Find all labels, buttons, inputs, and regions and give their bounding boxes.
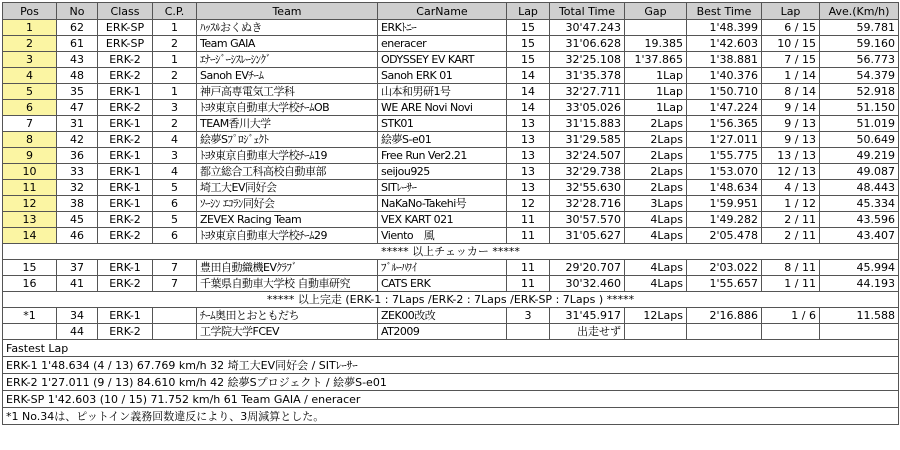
team-cell: ｿｰｼﾝ ｴｺﾗﾝ同好会 (197, 196, 378, 212)
car-name-cell: Free Run Ver2.21 (378, 148, 507, 164)
gap-cell: 2Laps (625, 180, 687, 196)
team-cell: ﾄﾖﾀ東京自動車大学校ﾁｰﾑ29 (197, 228, 378, 244)
best-time-cell: 1'38.881 (687, 52, 762, 68)
car-number-cell: 43 (57, 52, 98, 68)
best-lap-cell: 8 / 14 (762, 84, 820, 100)
fastest-lap-line-row (3, 391, 899, 408)
table-row (3, 276, 899, 292)
table-row (3, 212, 899, 228)
car-name-cell: ﾌﾞﾙｰﾊﾜｲ (378, 260, 507, 276)
class-cell: ERK-2 (98, 324, 153, 340)
lap-count-cell: 14 (507, 84, 550, 100)
best-time-cell: 1'55.657 (687, 276, 762, 292)
car-number-cell: 33 (57, 164, 98, 180)
total-time-cell: 出走せず (550, 324, 625, 340)
total-time-cell: 30'47.243 (550, 20, 625, 36)
best-lap-cell: 8 / 11 (762, 260, 820, 276)
car-number-cell: 41 (57, 276, 98, 292)
average-speed-cell: 45.334 (820, 196, 899, 212)
team-cell: 工学院大学FCEV (197, 324, 378, 340)
car-number-cell: 36 (57, 148, 98, 164)
car-name-cell: CATS ERK (378, 276, 507, 292)
lap-count-cell: 14 (507, 68, 550, 84)
table-header-row (3, 3, 899, 20)
average-speed-cell: 43.407 (820, 228, 899, 244)
column-header: Lap (507, 3, 550, 20)
best-lap-cell: 9 / 14 (762, 100, 820, 116)
best-time-cell: 1'59.951 (687, 196, 762, 212)
fastest-lap-title-row (3, 340, 899, 357)
lap-count-cell (507, 324, 550, 340)
team-cell: 埼工大EV同好会 (197, 180, 378, 196)
average-speed-cell: 52.918 (820, 84, 899, 100)
table-row (3, 164, 899, 180)
class-position-cell: 6 (153, 228, 197, 244)
total-time-cell: 31'29.585 (550, 132, 625, 148)
class-cell: ERK-2 (98, 100, 153, 116)
average-speed-cell: 49.087 (820, 164, 899, 180)
gap-cell: 19.385 (625, 36, 687, 52)
gap-cell: 4Laps (625, 228, 687, 244)
car-name-cell: VEX KART 021 (378, 212, 507, 228)
car-name-cell: Sanoh ERK 01 (378, 68, 507, 84)
class-position-cell: 4 (153, 164, 197, 180)
best-lap-cell: 1 / 11 (762, 276, 820, 292)
average-speed-cell: 54.379 (820, 68, 899, 84)
car-number-cell: 42 (57, 132, 98, 148)
best-time-cell: 1'49.282 (687, 212, 762, 228)
car-number-cell: 48 (57, 68, 98, 84)
class-position-cell: 2 (153, 116, 197, 132)
total-time-cell: 32'24.507 (550, 148, 625, 164)
best-time-cell: 1'56.365 (687, 116, 762, 132)
average-speed-cell: 51.150 (820, 100, 899, 116)
average-speed-cell: 59.160 (820, 36, 899, 52)
table-row (3, 180, 899, 196)
class-position-cell: 6 (153, 196, 197, 212)
best-time-cell: 2'16.886 (687, 308, 762, 324)
best-lap-cell: 4 / 13 (762, 180, 820, 196)
total-time-cell: 30'32.460 (550, 276, 625, 292)
lap-count-cell: 13 (507, 148, 550, 164)
best-lap-cell: 1 / 6 (762, 308, 820, 324)
car-name-cell: WE ARE Novi Novi (378, 100, 507, 116)
total-time-cell: 33'05.026 (550, 100, 625, 116)
fastest-lap-line-row (3, 357, 899, 374)
class-cell: ERK-1 (98, 180, 153, 196)
class-position-cell: 2 (153, 36, 197, 52)
class-cell: ERK-2 (98, 228, 153, 244)
table-row (3, 196, 899, 212)
total-time-cell: 32'29.738 (550, 164, 625, 180)
average-speed-cell: 56.773 (820, 52, 899, 68)
class-position-cell: 2 (153, 68, 197, 84)
class-cell: ERK-2 (98, 276, 153, 292)
class-cell: ERK-1 (98, 196, 153, 212)
team-cell: 絵夢Sﾌﾟﾛｼﾞｪｸﾄ (197, 132, 378, 148)
car-name-cell: AT2009 (378, 324, 507, 340)
total-time-cell: 29'20.707 (550, 260, 625, 276)
team-cell: Sanoh EVﾁｰﾑ (197, 68, 378, 84)
car-name-cell: ODYSSEY EV KART (378, 52, 507, 68)
car-number-cell: 35 (57, 84, 98, 100)
class-cell: ERK-SP (98, 36, 153, 52)
lap-count-cell: 11 (507, 260, 550, 276)
position-cell: 6 (3, 100, 57, 116)
total-time-cell: 31'05.627 (550, 228, 625, 244)
car-number-cell: 34 (57, 308, 98, 324)
average-speed-cell: 51.019 (820, 116, 899, 132)
best-time-cell: 2'05.478 (687, 228, 762, 244)
total-time-cell: 30'57.570 (550, 212, 625, 228)
lap-count-cell: 11 (507, 212, 550, 228)
gap-cell: 1Lap (625, 84, 687, 100)
best-time-cell: 1'53.070 (687, 164, 762, 180)
lap-count-cell: 13 (507, 180, 550, 196)
best-lap-cell: 2 / 11 (762, 228, 820, 244)
lap-count-cell: 3 (507, 308, 550, 324)
class-position-cell: 1 (153, 84, 197, 100)
car-name-cell: ERKﾄﾆｰ (378, 20, 507, 36)
lap-count-cell: 11 (507, 276, 550, 292)
class-position-cell: 7 (153, 276, 197, 292)
car-number-cell: 44 (57, 324, 98, 340)
best-lap-cell: 13 / 13 (762, 148, 820, 164)
class-position-cell: 1 (153, 52, 197, 68)
gap-cell: 1Lap (625, 68, 687, 84)
car-name-cell: NaKaNo-Takehi号 (378, 196, 507, 212)
team-cell: ﾄﾖﾀ東京自動車大学校ﾁｰﾑ19 (197, 148, 378, 164)
lap-count-cell: 13 (507, 164, 550, 180)
lap-count-cell: 15 (507, 20, 550, 36)
class-cell: ERK-2 (98, 52, 153, 68)
average-speed-cell (820, 324, 899, 340)
best-lap-cell: 6 / 15 (762, 20, 820, 36)
car-name-cell: 絵夢S-e01 (378, 132, 507, 148)
class-position-cell (153, 308, 197, 324)
table-row (3, 132, 899, 148)
table-row (3, 20, 899, 36)
best-time-cell: 1'48.634 (687, 180, 762, 196)
average-speed-cell: 50.649 (820, 132, 899, 148)
class-cell: ERK-1 (98, 84, 153, 100)
lap-count-cell: 15 (507, 36, 550, 52)
column-header: Total Time (550, 3, 625, 20)
team-cell: 都立総合工科高校自動車部 (197, 164, 378, 180)
best-lap-cell: 1 / 14 (762, 68, 820, 84)
position-cell: 1 (3, 20, 57, 36)
best-lap-cell: 1 / 12 (762, 196, 820, 212)
table-row (3, 116, 899, 132)
class-cell: ERK-2 (98, 212, 153, 228)
car-number-cell: 37 (57, 260, 98, 276)
car-name-cell: SITﾚｰｻｰ (378, 180, 507, 196)
best-time-cell (687, 324, 762, 340)
average-speed-cell: 59.781 (820, 20, 899, 36)
gap-cell (625, 324, 687, 340)
average-speed-cell: 44.193 (820, 276, 899, 292)
team-cell: 神戸高専電気工学科 (197, 84, 378, 100)
car-number-cell: 32 (57, 180, 98, 196)
class-cell: ERK-2 (98, 132, 153, 148)
checker-label: ***** 以上チェッカー ***** (3, 244, 899, 260)
car-name-cell: STK01 (378, 116, 507, 132)
average-speed-cell: 11.588 (820, 308, 899, 324)
team-cell: 豊田自動織機EVｸﾗﾌﾞ (197, 260, 378, 276)
average-speed-cell: 48.443 (820, 180, 899, 196)
position-cell: 11 (3, 180, 57, 196)
position-cell: 4 (3, 68, 57, 84)
car-number-cell: 47 (57, 100, 98, 116)
class-cell: ERK-1 (98, 164, 153, 180)
position-cell: 10 (3, 164, 57, 180)
best-lap-cell: 9 / 13 (762, 132, 820, 148)
class-position-cell: 4 (153, 132, 197, 148)
class-cell: ERK-SP (98, 20, 153, 36)
position-cell: 7 (3, 116, 57, 132)
best-time-cell: 1'42.603 (687, 36, 762, 52)
best-lap-cell: 2 / 11 (762, 212, 820, 228)
fastest-lap-line-row (3, 374, 899, 391)
class-position-cell (153, 324, 197, 340)
column-header: Lap (762, 3, 820, 20)
gap-cell: 1Lap (625, 100, 687, 116)
average-speed-cell: 45.994 (820, 260, 899, 276)
table-row (3, 36, 899, 52)
gap-cell: 4Laps (625, 212, 687, 228)
total-time-cell: 32'55.630 (550, 180, 625, 196)
results-table (2, 2, 899, 425)
gap-cell: 4Laps (625, 260, 687, 276)
column-header: Class (98, 3, 153, 20)
lap-count-cell: 13 (507, 116, 550, 132)
column-header: Gap (625, 3, 687, 20)
table-row (3, 324, 899, 340)
position-cell: 15 (3, 260, 57, 276)
position-cell: 9 (3, 148, 57, 164)
car-number-cell: 31 (57, 116, 98, 132)
class-cell: ERK-1 (98, 148, 153, 164)
car-name-cell: ZEK00改改 (378, 308, 507, 324)
gap-cell: 3Laps (625, 196, 687, 212)
lap-count-cell: 12 (507, 196, 550, 212)
position-cell: 5 (3, 84, 57, 100)
gap-cell: 12Laps (625, 308, 687, 324)
gap-cell: 2Laps (625, 116, 687, 132)
column-header: Best Time (687, 3, 762, 20)
team-cell: TEAM香川大学 (197, 116, 378, 132)
lap-count-cell: 14 (507, 100, 550, 116)
class-cell: ERK-1 (98, 308, 153, 324)
table-row (3, 68, 899, 84)
gap-cell (625, 20, 687, 36)
best-time-cell: 1'40.376 (687, 68, 762, 84)
team-cell: ﾁｰﾑ奥田とおともだち (197, 308, 378, 324)
class-cell: ERK-1 (98, 116, 153, 132)
column-header: C.P. (153, 3, 197, 20)
average-speed-cell: 43.596 (820, 212, 899, 228)
car-number-cell: 38 (57, 196, 98, 212)
best-time-cell: 1'50.710 (687, 84, 762, 100)
best-lap-cell (762, 324, 820, 340)
gap-cell: 1'37.865 (625, 52, 687, 68)
best-time-cell: 1'27.011 (687, 132, 762, 148)
column-header: No (57, 3, 98, 20)
average-speed-cell: 49.219 (820, 148, 899, 164)
lap-count-cell: 11 (507, 228, 550, 244)
gap-cell: 2Laps (625, 132, 687, 148)
finish-label-row (3, 292, 899, 308)
class-position-cell: 1 (153, 20, 197, 36)
team-cell: ﾊｯｽﾙおくぬき (197, 20, 378, 36)
table-row (3, 52, 899, 68)
results-sheet (2, 2, 898, 425)
team-cell: 千葉県自動車大学校 自動車研究 (197, 276, 378, 292)
position-cell: 2 (3, 36, 57, 52)
position-cell: 14 (3, 228, 57, 244)
team-cell: ｴﾅｰｼﾞｰｼｽﾚｰｼﾝｸﾞ (197, 52, 378, 68)
gap-cell: 4Laps (625, 276, 687, 292)
class-position-cell: 3 (153, 100, 197, 116)
total-time-cell: 32'27.711 (550, 84, 625, 100)
class-position-cell: 5 (153, 180, 197, 196)
lap-count-cell: 13 (507, 132, 550, 148)
class-cell: ERK-2 (98, 68, 153, 84)
finish-label: ***** 以上完走 (ERK-1 : 7Laps /ERK-2 : 7Laps /ERK-SP : 7Laps ) ***** (3, 292, 899, 308)
best-lap-cell: 9 / 13 (762, 116, 820, 132)
best-time-cell: 1'55.775 (687, 148, 762, 164)
best-lap-cell: 10 / 15 (762, 36, 820, 52)
table-row (3, 100, 899, 116)
penalty-note: *1 No.34は、ピットイン義務回数違反により、3周減算とした。 (3, 408, 899, 425)
column-header: Ave.(Km/h) (820, 3, 899, 20)
car-number-cell: 46 (57, 228, 98, 244)
position-cell: 8 (3, 132, 57, 148)
position-cell: 13 (3, 212, 57, 228)
total-time-cell: 31'45.917 (550, 308, 625, 324)
team-cell: Team GAIA (197, 36, 378, 52)
table-row (3, 228, 899, 244)
fastest-lap-line: ERK-SP 1'42.603 (10 / 15) 71.752 km/h 61 Team GAIA / eneracer (3, 391, 899, 408)
car-name-cell: Viento 風 (378, 228, 507, 244)
table-row (3, 308, 899, 324)
car-number-cell: 45 (57, 212, 98, 228)
total-time-cell: 31'06.628 (550, 36, 625, 52)
lap-count-cell: 15 (507, 52, 550, 68)
class-cell: ERK-1 (98, 260, 153, 276)
position-cell: 12 (3, 196, 57, 212)
checker-label-row (3, 244, 899, 260)
position-cell: 3 (3, 52, 57, 68)
total-time-cell: 32'28.716 (550, 196, 625, 212)
class-position-cell: 3 (153, 148, 197, 164)
car-name-cell: seijou925 (378, 164, 507, 180)
class-position-cell: 7 (153, 260, 197, 276)
total-time-cell: 31'35.378 (550, 68, 625, 84)
best-lap-cell: 7 / 15 (762, 52, 820, 68)
fastest-lap-line: ERK-1 1'48.634 (4 / 13) 67.769 km/h 32 埼工大EV同好会 / SITﾚｰｻｰ (3, 357, 899, 374)
table-row (3, 260, 899, 276)
penalty-note-row (3, 408, 899, 425)
total-time-cell: 32'25.108 (550, 52, 625, 68)
total-time-cell: 31'15.883 (550, 116, 625, 132)
fastest-lap-title: Fastest Lap (3, 340, 899, 357)
best-time-cell: 1'47.224 (687, 100, 762, 116)
team-cell: ZEVEX Racing Team (197, 212, 378, 228)
team-cell: ﾄﾖﾀ東京自動車大学校ﾁｰﾑOB (197, 100, 378, 116)
position-cell: 16 (3, 276, 57, 292)
best-lap-cell: 12 / 13 (762, 164, 820, 180)
car-number-cell: 62 (57, 20, 98, 36)
car-number-cell: 61 (57, 36, 98, 52)
best-time-cell: 1'48.399 (687, 20, 762, 36)
column-header: Team (197, 3, 378, 20)
results-body (3, 20, 899, 425)
position-cell (3, 324, 57, 340)
best-time-cell: 2'03.022 (687, 260, 762, 276)
car-name-cell: eneracer (378, 36, 507, 52)
table-row (3, 84, 899, 100)
car-name-cell: 山本和男研1号 (378, 84, 507, 100)
class-position-cell: 5 (153, 212, 197, 228)
column-header: CarName (378, 3, 507, 20)
gap-cell: 2Laps (625, 148, 687, 164)
position-cell: *1 (3, 308, 57, 324)
gap-cell: 2Laps (625, 164, 687, 180)
column-header: Pos (3, 3, 57, 20)
table-row (3, 148, 899, 164)
fastest-lap-line: ERK-2 1'27.011 (9 / 13) 84.610 km/h 42 絵夢Sプロジェクト / 絵夢S-e01 (3, 374, 899, 391)
